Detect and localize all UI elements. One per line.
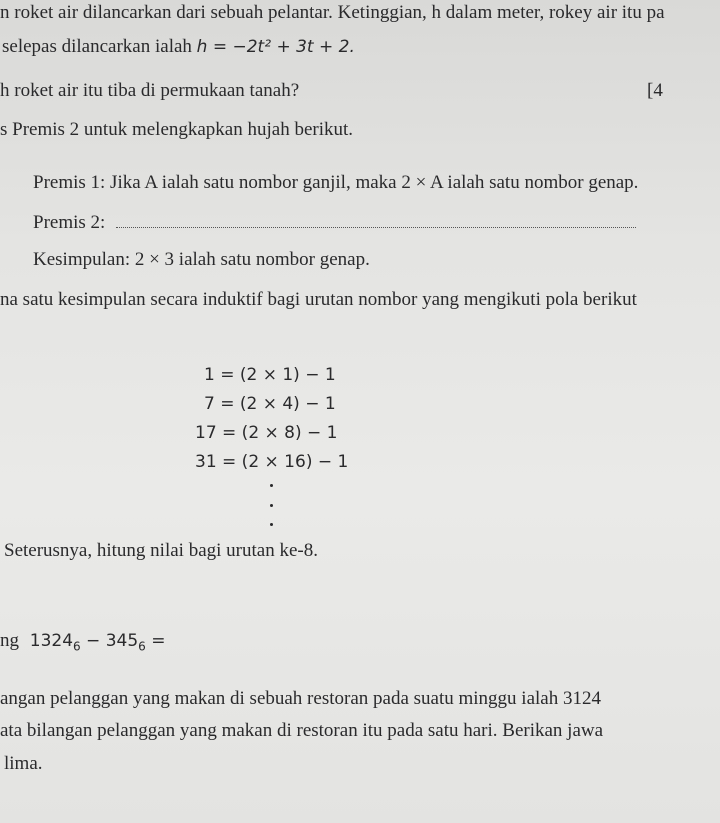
marks-label: [4	[647, 80, 663, 101]
rocket-equation: h = −2t² + 3t + 2.	[196, 37, 355, 57]
induktif-followup: Seterusnya, hitung nilai bagi urutan ke-8.	[4, 540, 318, 561]
restoran-line-3: lima.	[4, 753, 43, 774]
base-number-a: 1324	[29, 631, 74, 651]
induktif-instruction: na satu kesimpulan secara induktif bagi urutan nombor yang mengikuti pola berikut	[0, 289, 637, 310]
premis-1: Premis 1: Jika A ialah satu nombor ganjil, maka 2 × A ialah satu nombor genap.	[33, 172, 639, 193]
rocket-line-2-text: selepas dilancarkan ialah	[2, 36, 192, 57]
continuation-dot	[270, 504, 273, 507]
base-subscript-a: 6	[73, 639, 81, 654]
base-expression: ng $1324_6 - 345_6$ =	[0, 630, 166, 654]
restoran-line-2: ata bilangan pelanggan yang makan di restoran itu pada satu hari. Berikan jawa	[0, 720, 604, 741]
base-subscript-b: 6	[138, 639, 146, 654]
premis-2-label: Premis 2:	[33, 212, 106, 233]
base-number-b: 345	[105, 631, 139, 651]
premis-instruction: s Premis 2 untuk melengkapkan hujah berikut.	[0, 119, 354, 140]
base-prefix: ng	[0, 630, 19, 651]
rocket-line-2	[2, 36, 355, 58]
sequence-line-1: 1 = (2 × 1) − 1	[204, 365, 336, 385]
sequence-line-3: 17 = (2 × 8) − 1	[195, 423, 338, 443]
premis-2-answer-line[interactable]	[116, 227, 636, 228]
rocket-line-3: h roket air itu tiba di permukaan tanah?	[0, 80, 300, 101]
equals-sign: =	[151, 631, 166, 651]
premis-2	[33, 212, 636, 234]
kesimpulan: Kesimpulan: 2 × 3 ialah satu nombor genap.	[33, 249, 370, 270]
continuation-dot	[270, 484, 273, 487]
rocket-line-1: n roket air dilancarkan dari sebuah pelantar. Ketinggian, h dalam meter, rokey air itu pa	[0, 2, 665, 23]
sequence-line-4: 31 = (2 × 16) − 1	[195, 452, 349, 472]
continuation-dot	[270, 523, 273, 526]
restoran-line-1: angan pelanggan yang makan di sebuah restoran pada suatu minggu ialah 3124	[0, 688, 601, 709]
sequence-line-2: 7 = (2 × 4) − 1	[204, 394, 336, 414]
